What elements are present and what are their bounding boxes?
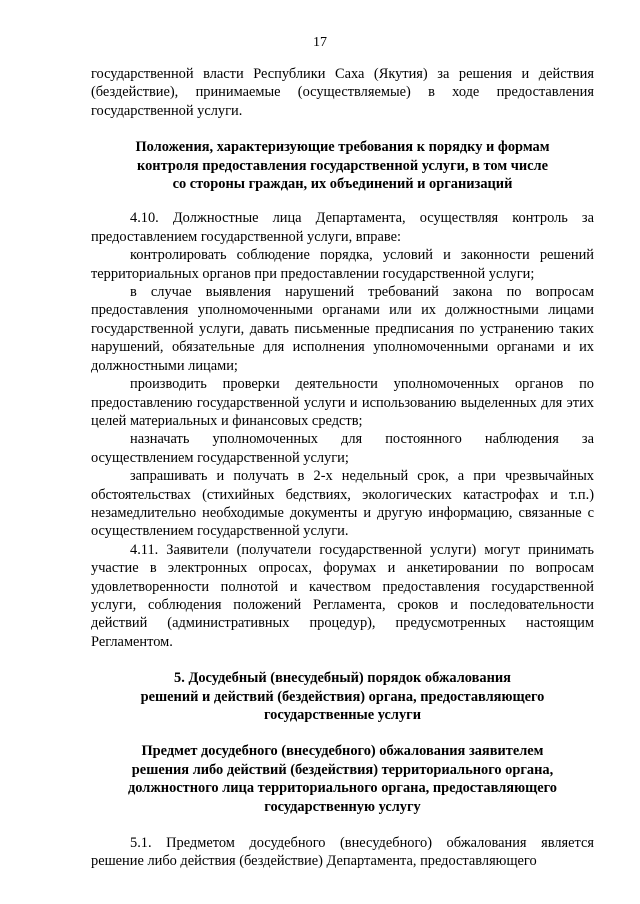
heading-line: Предмет досудебного (внесудебного) обжалования заявителем xyxy=(141,743,544,760)
section-heading-control xyxy=(91,138,594,193)
paragraph-appoint: назначать уполномоченных для постоянного наблюдения за осуществлением государственной услуги; xyxy=(91,431,594,466)
heading-line: государственные услуги xyxy=(264,707,421,723)
paragraph-continuation: государственной власти Республики Саха (Якутия) за решения и действия (бездействие), принимаемые (осуществляемые) в ходе предоставления государственной услуги. xyxy=(91,66,594,119)
paragraph-violations: в случае выявления нарушений требований закона по вопросам предоставления уполномоченными органами или их должностными лицами государственной услуги, давать письменные предписания по устранению таких нарушений, обязательные для исполнения уполномоченными органами и их должностными лицами; xyxy=(91,284,594,374)
page-number: 17 xyxy=(313,35,327,50)
heading-line: решения либо действий (бездействия) территориального органа, xyxy=(131,761,554,778)
heading-line: контроля предоставления государственной услуги, в том числе xyxy=(137,157,548,174)
paragraph-4-11: 4.11. Заявители (получатели государственной услуги) могут принимать участие в электронных опросах, форумах и анкетировании по вопросам удовлетворенности полнотой и качеством предоставления государственной услуги, соблюдения положений Регламента, сроков и последовательности действий (административных процедур), предусмотренных настоящим Регламентом. xyxy=(91,541,594,650)
heading-line: Положения, характеризующие требования к порядку и формам xyxy=(135,139,550,156)
heading-line: государственную услугу xyxy=(264,798,421,815)
paragraph-control-order: контролировать соблюдение порядка, условий и законности решений территориальных органов при предоставлении государственной услуги; xyxy=(91,247,594,282)
paragraph-4-10: 4.10. Должностные лица Департамента, осуществляя контроль за предоставлением государственной услуги, вправе: xyxy=(91,210,594,245)
paragraph-inspections: производить проверки деятельности уполномоченных органов по предоставлению государственной услуги и использованию выделенных для этих целей материальных и финансовых средств; xyxy=(91,376,594,429)
section-heading-5 xyxy=(91,669,594,724)
heading-line: 5. Досудебный (внесудебный) порядок обжалования xyxy=(174,670,511,687)
heading-line: решений и действий (бездействия) органа, предоставляющего xyxy=(140,688,545,705)
paragraph-5-1: 5.1. Предметом досудебного (внесудебного) обжалования является решение либо действия (бездействие) Департамента, предоставляющего xyxy=(91,835,594,870)
paragraph-request: запрашивать и получать в 2-х недельный срок, а при чрезвычайных обстоятельствах (стихийных бедствиях, экологических катастрофах и т.п.) незамедлительно необходимые документы и другую информацию, связанные с осуществлением государственной услуги. xyxy=(91,468,594,540)
page-body xyxy=(91,65,594,871)
heading-line: со стороны граждан, их объединений и организаций xyxy=(172,176,513,193)
section-heading-subject xyxy=(91,742,594,816)
heading-line: должностного лица территориального органа, предоставляющего xyxy=(128,780,557,797)
